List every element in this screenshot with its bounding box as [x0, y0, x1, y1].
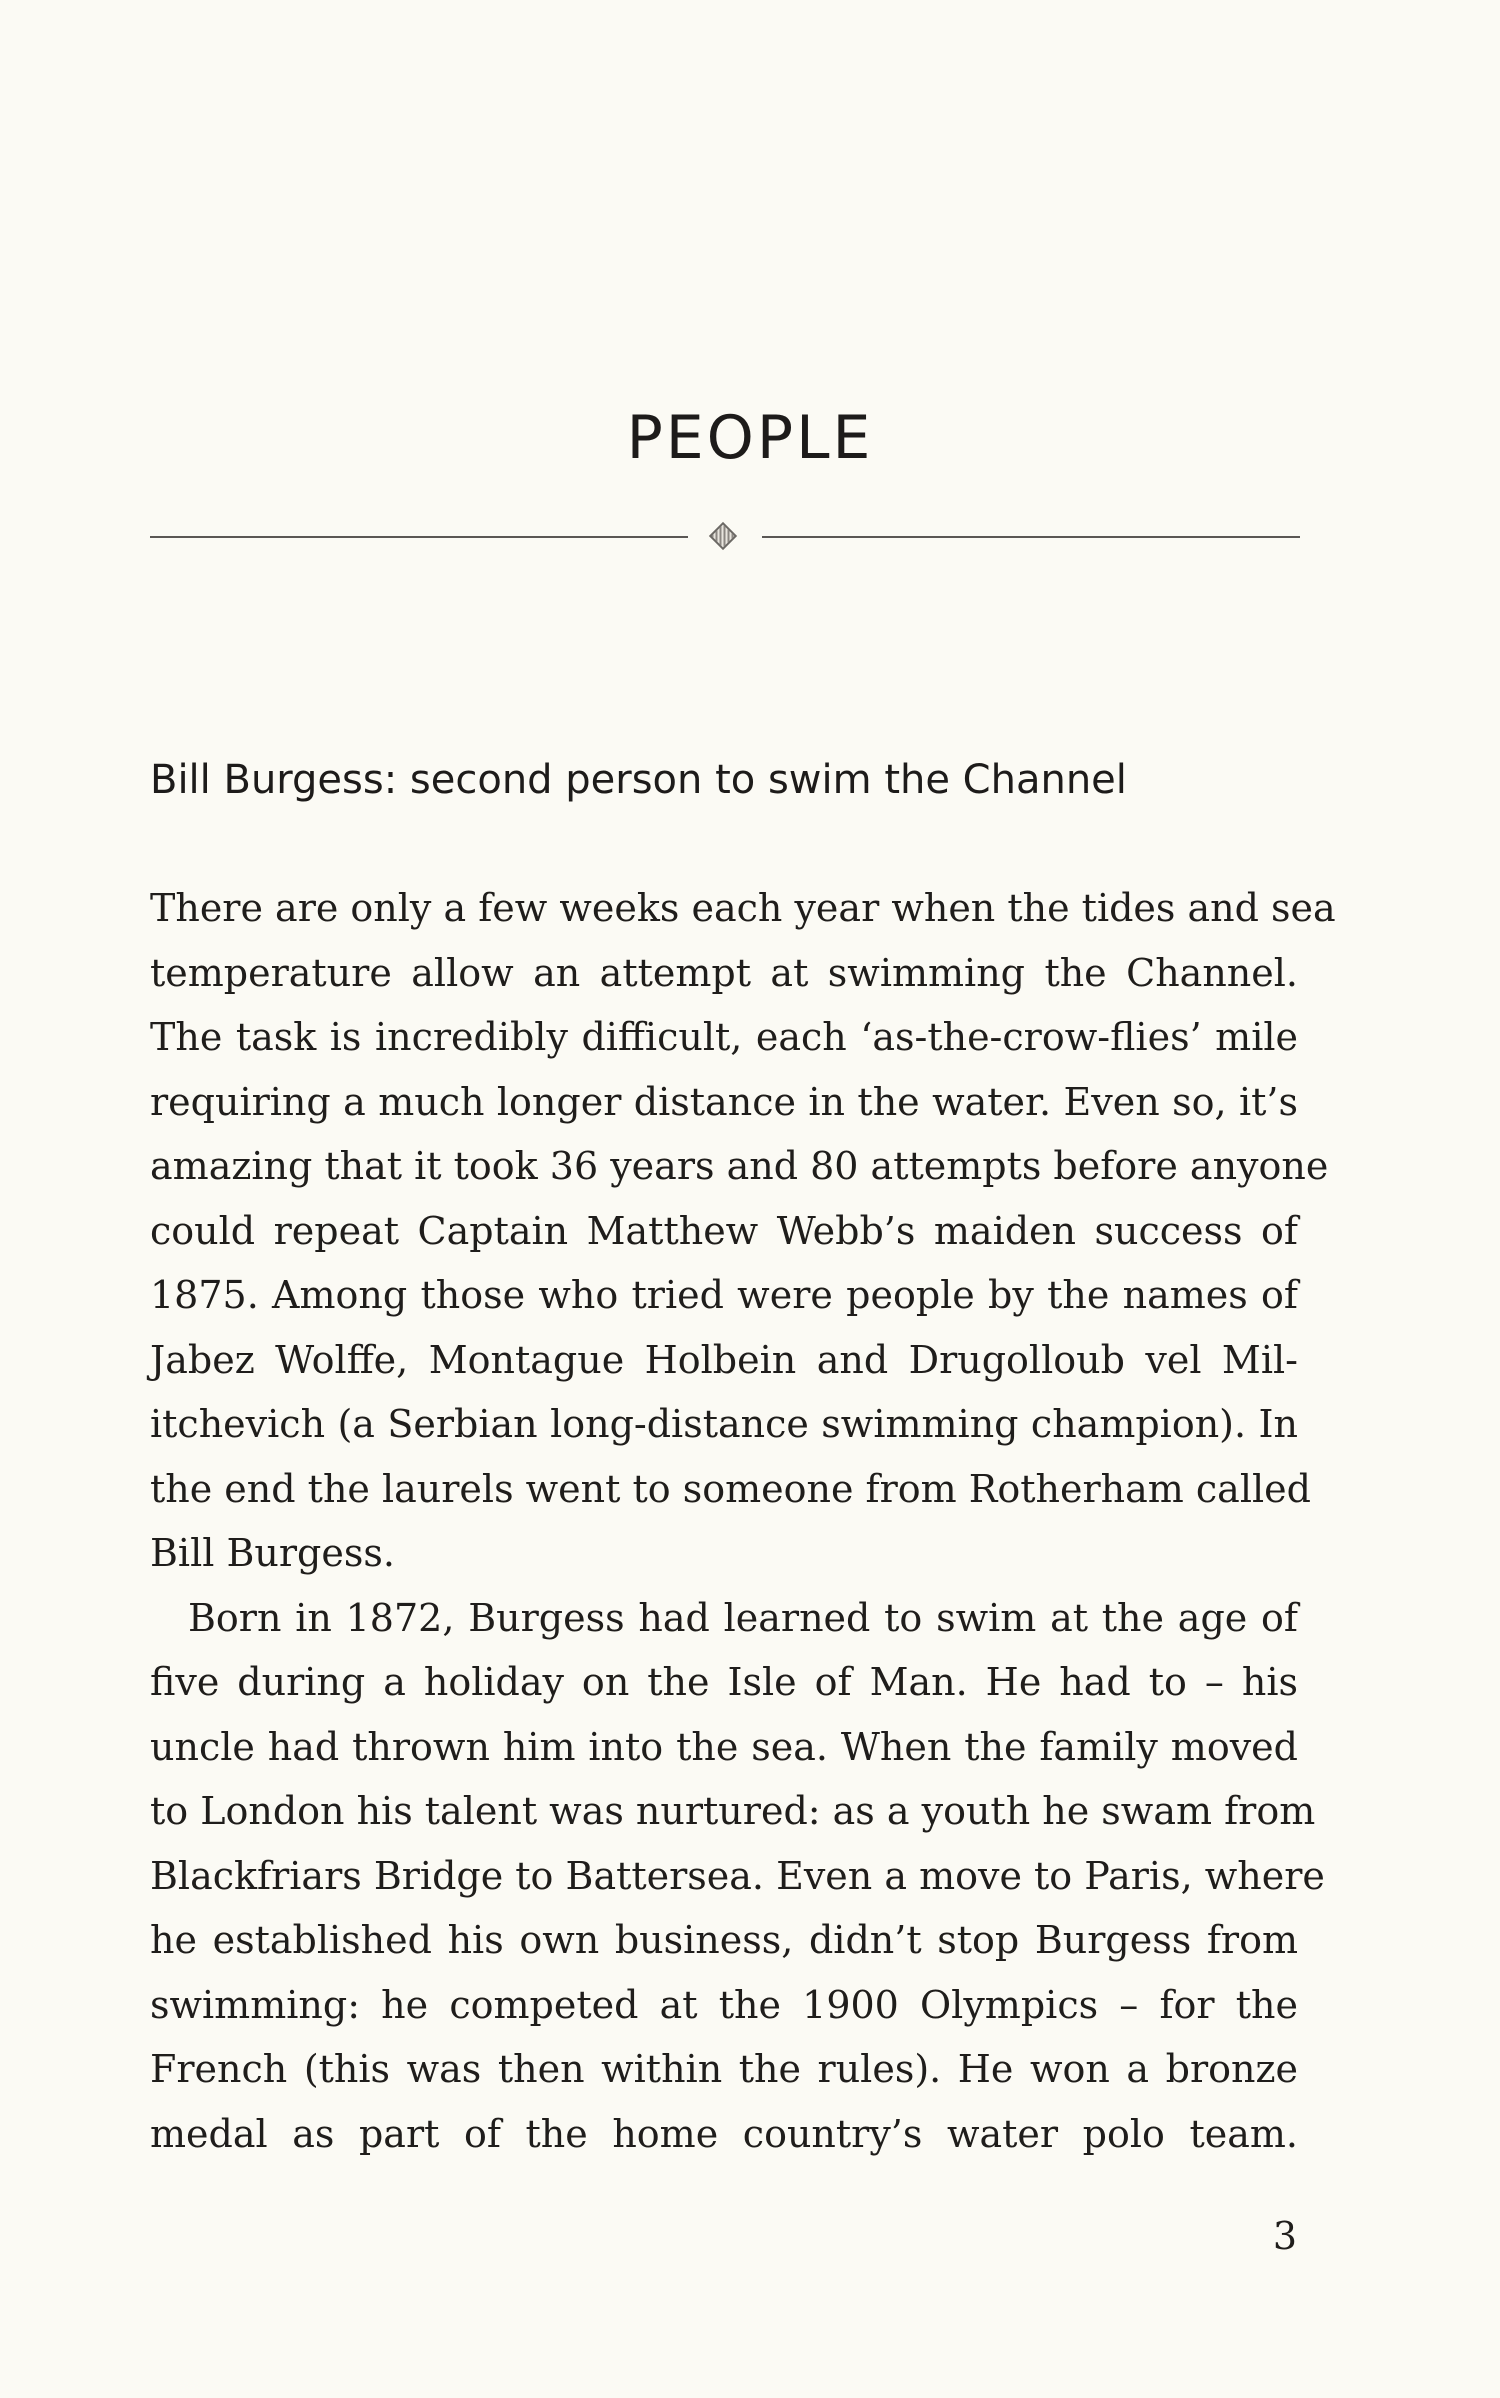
text-line: could repeat Captain Matthew Webb’s maiden success of [150, 1208, 1298, 1253]
section-heading: Bill Burgess: second person to swim the Channel [150, 757, 1127, 803]
text-line: There are only a few weeks each year when the tides and sea [150, 886, 1336, 930]
divider-rule-right [762, 536, 1300, 538]
text-line: uncle had thrown him into the sea. When the family moved [150, 1724, 1298, 1769]
text-line: Jabez Wolffe, Montague Holbein and Drugolloub vel Mil- [150, 1337, 1298, 1382]
paragraph-1 [150, 876, 1336, 1586]
text-line: medal as part of the home country’s water polo team. [150, 2111, 1298, 2156]
text-line: 1875. Among those who tried were people by the names of [150, 1273, 1298, 1317]
text-line: Bill Burgess. [150, 1531, 395, 1575]
text-line: amazing that it took 36 years and 80 attempts before anyone [150, 1144, 1329, 1188]
page-number: 3 [1272, 2214, 1297, 2258]
text-line: swimming: he competed at the 1900 Olympics – for the [150, 1982, 1298, 2027]
ornamental-divider [150, 524, 1300, 548]
text-line: itchevich (a Serbian long-distance swimming champion). In [150, 1402, 1298, 1446]
text-line: to London his talent was nurtured: as a youth he swam from [150, 1789, 1316, 1833]
text-line: French (this was then within the rules). He won a bronze [150, 2047, 1298, 2091]
divider-rule-left [150, 536, 688, 538]
text-line: temperature allow an attempt at swimming the Channel. [150, 950, 1298, 995]
text-line: he established his own business, didn’t stop Burgess from [150, 1918, 1298, 1962]
text-line: The task is incredibly difficult, each ‘as-the-crow-flies’ mile [150, 1015, 1298, 1059]
diamond-ornament-icon [709, 522, 737, 550]
text-line: Born in 1872, Burgess had learned to swim at the age of [188, 1595, 1298, 1640]
paragraph-2 [150, 1586, 1325, 2167]
body-text [150, 876, 1336, 2166]
text-line: requiring a much longer distance in the water. Even so, it’s [150, 1079, 1298, 1124]
text-line: the end the laurels went to someone from Rotherham called [150, 1466, 1311, 1511]
text-line: five during a holiday on the Isle of Man. He had to – his [150, 1660, 1298, 1704]
chapter-title: PEOPLE [626, 403, 874, 473]
text-line: Blackfriars Bridge to Battersea. Even a move to Paris, where [150, 1853, 1325, 1898]
